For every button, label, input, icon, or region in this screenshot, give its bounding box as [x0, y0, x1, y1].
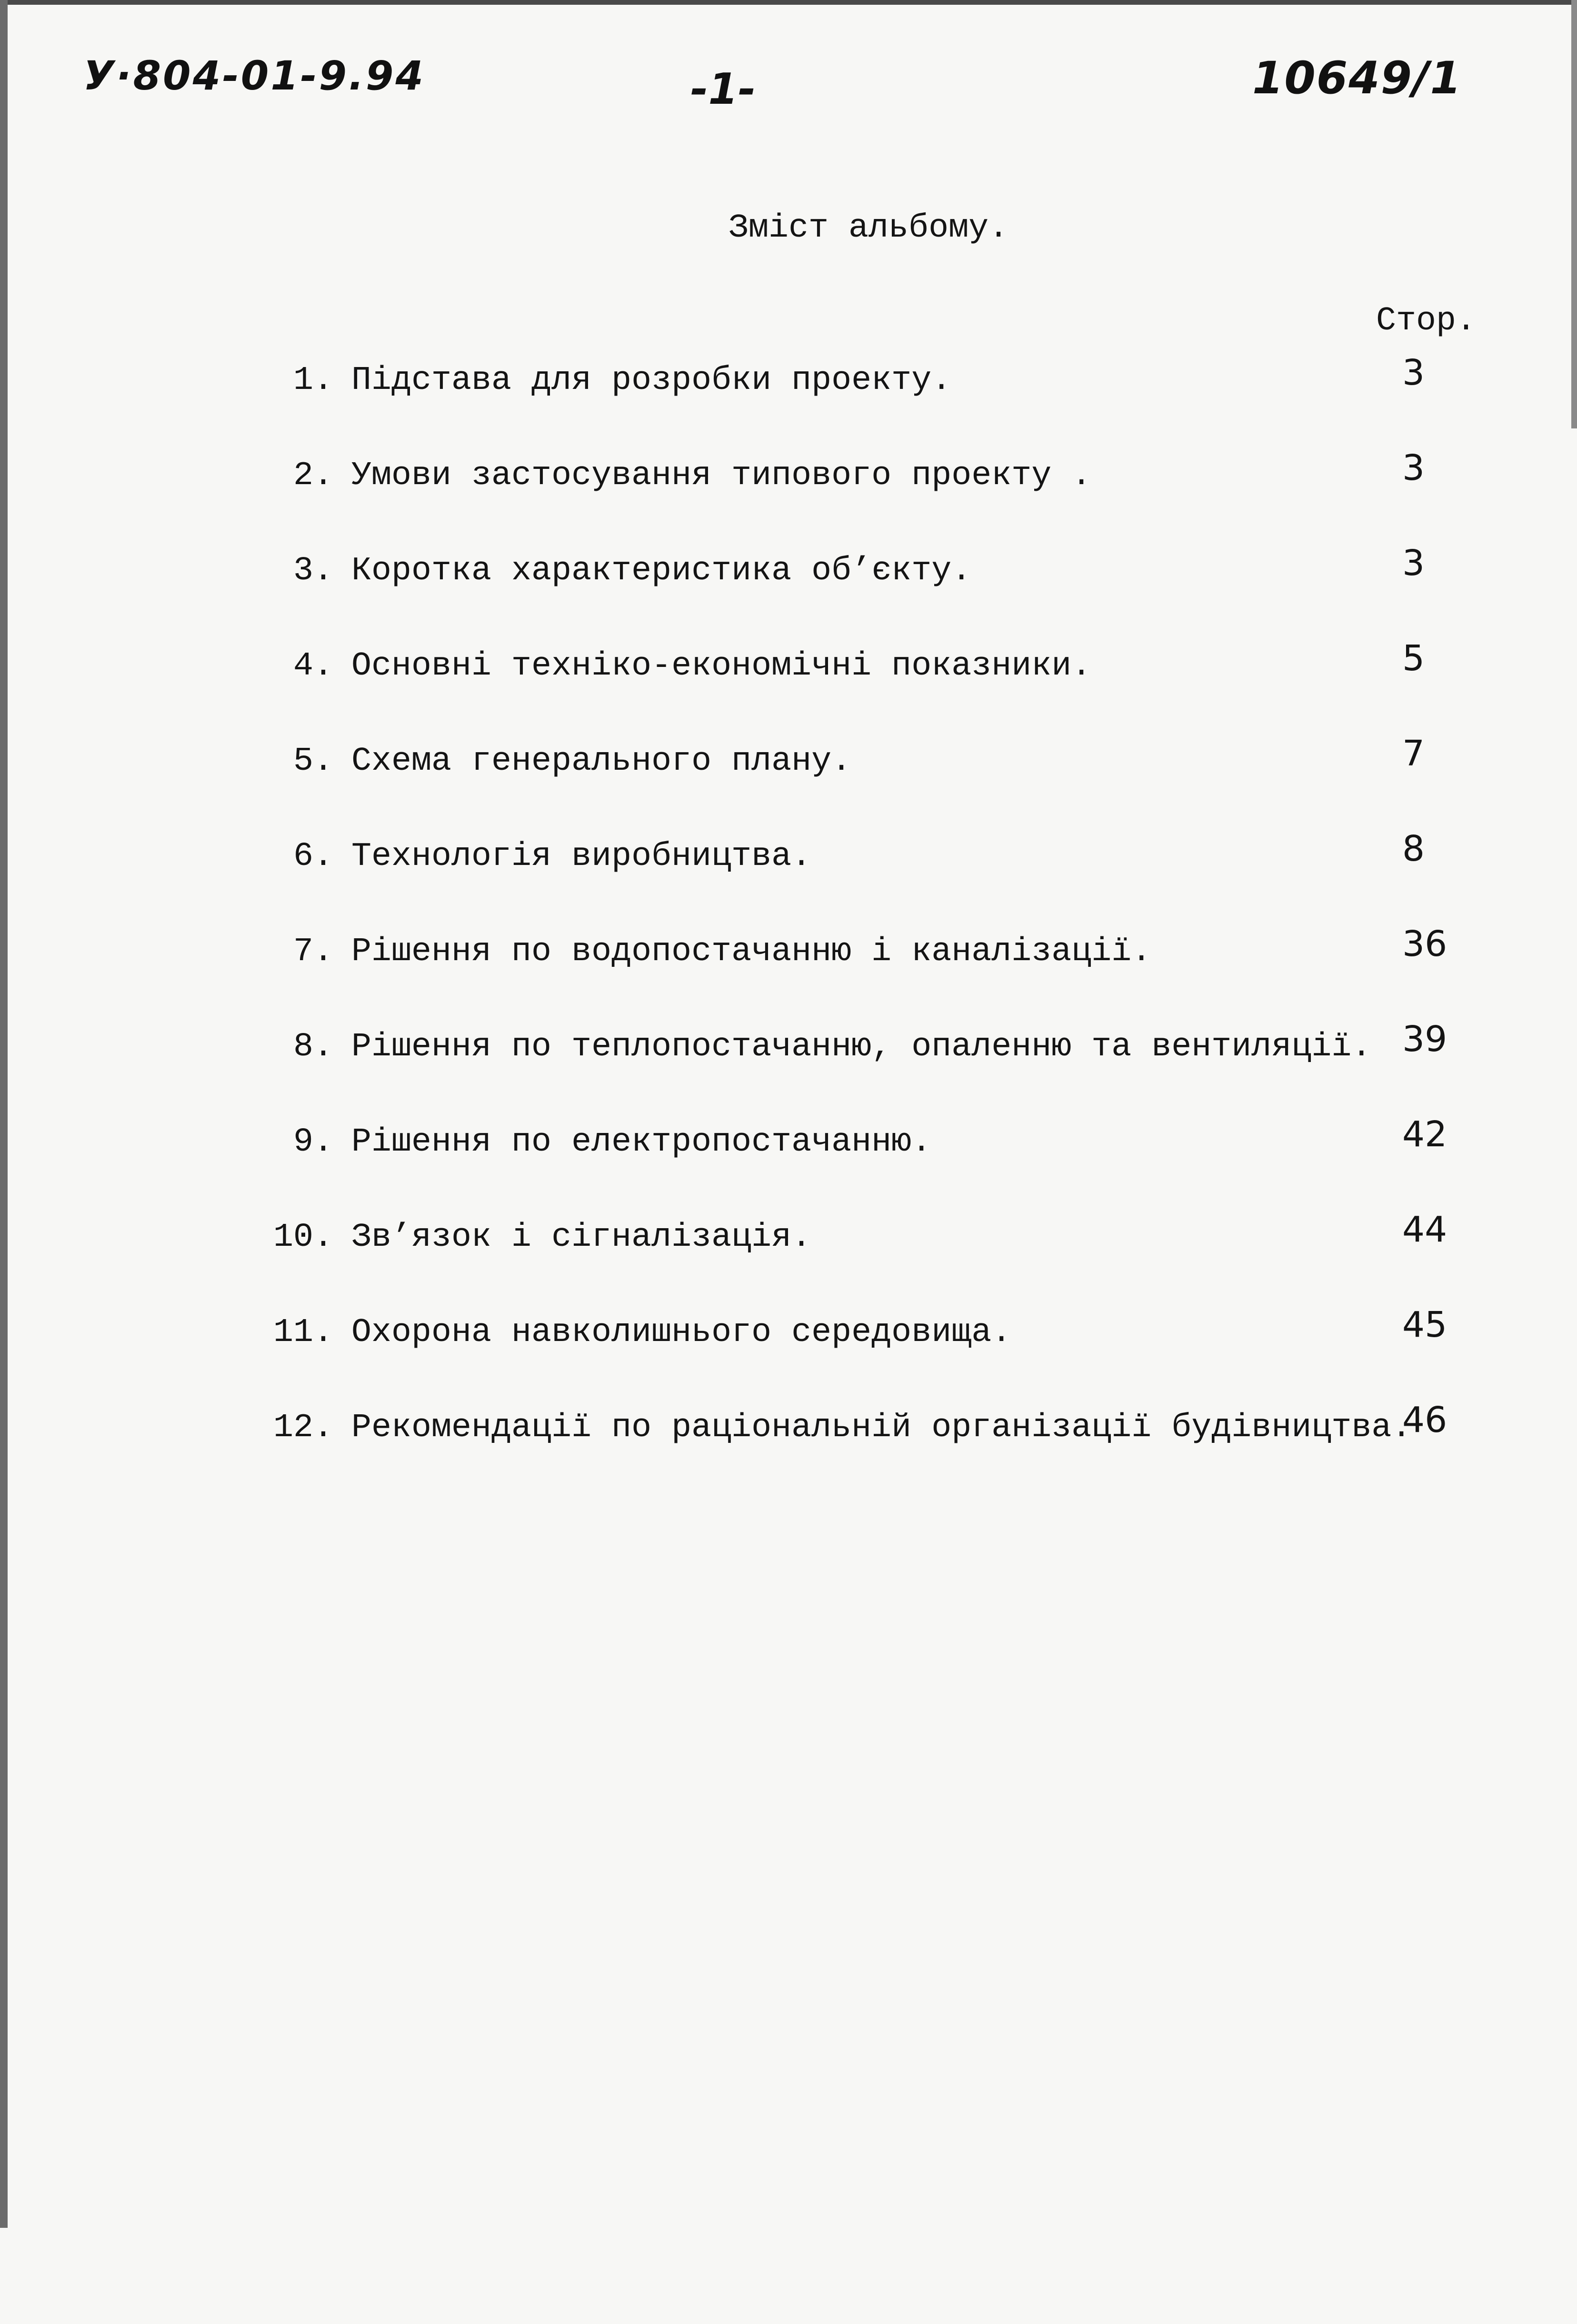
toc-item-title: Охорона навколишнього середовища. [351, 1314, 1012, 1351]
toc-item-number: 4. [293, 647, 333, 685]
toc-item-title: Рішення по водопостачанню і каналізації. [351, 933, 1152, 971]
toc-item-title: Умови застосування типового проекту . [351, 457, 1092, 495]
toc-item [0, 828, 1577, 890]
pages-column-header: Стор. [1376, 302, 1477, 340]
toc-item-number: 1. [293, 362, 333, 399]
toc-item-page: 7 [1402, 733, 1425, 774]
toc-item-page: 42 [1402, 1114, 1447, 1155]
toc-item-page: 46 [1402, 1400, 1447, 1440]
page-title: Зміст альбому. [729, 209, 1009, 247]
toc-item-title: Рекомендації по раціональній організації будівництва. [351, 1409, 1412, 1447]
toc-item-title: Зв’язок і сігналізація. [351, 1219, 812, 1256]
toc-item-page: 36 [1402, 924, 1447, 964]
toc-item-page: 3 [1402, 352, 1425, 393]
toc-item-page: 39 [1402, 1019, 1447, 1060]
toc-item-page: 45 [1402, 1304, 1447, 1345]
toc-item-number: 6. [293, 838, 333, 875]
toc-item-title: Технологія виробництва. [351, 838, 812, 875]
toc-item [0, 447, 1577, 509]
toc-item-number: 8. [293, 1028, 333, 1066]
toc-item-number: 11. [273, 1314, 333, 1351]
toc-item-page: 3 [1402, 543, 1425, 584]
toc-item [0, 1304, 1577, 1366]
toc-item-title: Коротка характеристика об’єкту. [351, 552, 972, 590]
toc-item-number: 2. [293, 457, 333, 495]
toc-item [0, 1019, 1577, 1081]
toc-item [0, 1400, 1577, 1461]
inventory-number: 10649/1 [1252, 52, 1462, 104]
toc-item-number: 7. [293, 933, 333, 971]
toc-item [0, 1114, 1577, 1176]
toc-item-number: 5. [293, 743, 333, 780]
toc-item [0, 924, 1577, 985]
toc-item-title: Рішення по електропостачанню. [351, 1123, 932, 1161]
page-number: -1- [690, 64, 756, 114]
document-code: У·804-01-9.94 [83, 52, 425, 99]
toc-item [0, 733, 1577, 795]
toc-item [0, 1209, 1577, 1271]
toc-item-page: 3 [1402, 447, 1425, 488]
toc-item [0, 352, 1577, 414]
toc-item-number: 9. [293, 1123, 333, 1161]
toc-item-title: Підстава для розробки проекту. [351, 362, 952, 399]
toc-item-number: 12. [273, 1409, 333, 1447]
toc-item-page: 5 [1402, 638, 1425, 679]
toc-item-page: 44 [1402, 1209, 1447, 1250]
toc-item-title: Рішення по теплопостачанню, опаленню та вентиляції. [351, 1028, 1372, 1066]
toc-item-number: 3. [293, 552, 333, 590]
toc-item [0, 638, 1577, 700]
toc-item-number: 10. [273, 1219, 333, 1256]
toc-item-title: Схема генерального плану. [351, 743, 852, 780]
toc-item-page: 8 [1402, 828, 1425, 869]
toc-item [0, 543, 1577, 605]
toc-item-title: Основні техніко-економічні показники. [351, 647, 1092, 685]
